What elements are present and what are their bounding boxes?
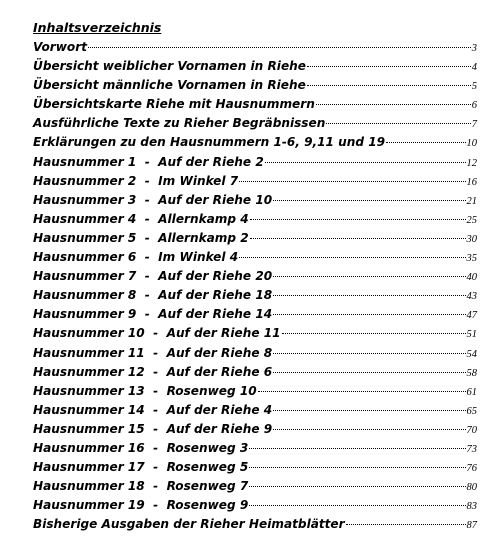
toc-dot-leader [258, 391, 466, 392]
toc-dot-leader [282, 333, 466, 334]
toc-entry-label: Hausnummer 16 - Rosenweg 3 [33, 440, 249, 455]
toc-entry-page-number: 80 [466, 482, 477, 494]
toc-entry-label: Hausnummer 6 - Im Winkel 4 [33, 250, 239, 265]
toc-entry-label: Hausnummer 11 - Auf der Riehe 8 [33, 345, 273, 360]
toc-entry-page-number: 35 [466, 253, 477, 265]
toc-entry-label: Hausnummer 17 - Rosenweg 5 [33, 460, 249, 475]
toc-entry-page-number: 6 [471, 100, 477, 112]
toc-entry-label: Hausnummer 10 - Auf der Riehe 11 [33, 326, 281, 341]
toc-entry [33, 477, 477, 496]
toc-dot-leader [249, 467, 465, 468]
toc-list [33, 38, 477, 534]
toc-entry-page-number: 25 [466, 214, 477, 226]
toc-entry-label: Hausnummer 14 - Auf der Riehe 4 [33, 402, 273, 417]
toc-entry-label: Hausnummer 7 - Auf der Riehe 20 [33, 269, 273, 284]
toc-dot-leader [326, 123, 470, 124]
toc-entry-label: Hausnummer 3 - Auf der Riehe 10 [33, 192, 273, 207]
toc-entry-page-number: 76 [466, 463, 477, 475]
toc-entry [33, 172, 477, 191]
toc-entry [33, 267, 477, 286]
toc-entry-page-number: 70 [466, 424, 477, 436]
toc-entry-label: Übersicht männliche Vornamen in Riehe [33, 78, 306, 93]
toc-dot-leader [307, 66, 471, 67]
toc-entry-page-number: 7 [471, 119, 477, 131]
toc-entry-label: Hausnummer 9 - Auf der Riehe 14 [33, 307, 273, 322]
toc-entry-page-number: 12 [466, 157, 477, 169]
toc-entry-label: Ausführliche Texte zu Rieher Begräbnissen [33, 116, 326, 131]
toc-entry-page-number: 43 [466, 291, 477, 303]
toc-entry [33, 248, 477, 267]
toc-entry-label: Hausnummer 15 - Auf der Riehe 9 [33, 421, 273, 436]
toc-dot-leader [88, 47, 471, 48]
toc-entry-label: Hausnummer 19 - Rosenweg 9 [33, 498, 249, 513]
toc-dot-leader [249, 505, 465, 506]
toc-entry [33, 57, 477, 76]
toc-dot-leader [386, 142, 465, 143]
toc-dot-leader [273, 276, 465, 277]
toc-entry-label: Hausnummer 4 - Allernkamp 4 [33, 211, 249, 226]
toc-entry [33, 38, 477, 57]
toc-entry [33, 286, 477, 305]
toc-entry-page-number: 73 [466, 443, 477, 455]
toc-entry-page-number: 10 [466, 138, 477, 150]
toc-entry-page-number: 40 [466, 272, 477, 284]
toc-dot-leader [307, 85, 471, 86]
toc-dot-leader [239, 181, 465, 182]
toc-entry [33, 382, 477, 401]
toc-entry [33, 515, 477, 534]
toc-entry-label: Übersicht weiblicher Vornamen in Riehe [33, 59, 306, 74]
toc-entry-label: Vorwort [33, 40, 87, 54]
toc-entry [33, 191, 477, 210]
toc-entry [33, 439, 477, 458]
toc-entry-label: Hausnummer 18 - Rosenweg 7 [33, 479, 249, 494]
toc-dot-leader [249, 448, 465, 449]
toc-entry-label: Hausnummer 1 - Auf der Riehe 2 [33, 154, 264, 169]
toc-entry [33, 229, 477, 248]
toc-dot-leader [273, 353, 465, 354]
toc-entry-page-number: 4 [471, 62, 477, 74]
toc-title: Inhaltsverzeichnis [33, 20, 162, 35]
toc-entry-page-number: 3 [471, 43, 477, 54]
toc-dot-leader [273, 372, 465, 373]
toc-entry [33, 496, 477, 515]
toc-entry [33, 76, 477, 95]
toc-dot-leader [239, 257, 465, 258]
toc-entry-page-number: 51 [466, 329, 477, 341]
toc-dot-leader [250, 238, 466, 239]
toc-entry [33, 114, 477, 133]
toc-entry-label: Übersichtskarte Riehe mit Hausnummern [33, 97, 315, 112]
toc-entry [33, 458, 477, 477]
toc-entry-page-number: 54 [466, 348, 477, 360]
toc-entry [33, 95, 477, 114]
toc-dot-leader [273, 295, 465, 296]
toc-entry [33, 324, 477, 343]
toc-entry-page-number: 87 [466, 520, 477, 532]
toc-entry [33, 401, 477, 420]
toc-entry-label: Hausnummer 2 - Im Winkel 7 [33, 173, 239, 188]
toc-entry-label: Hausnummer 5 - Allernkamp 2 [33, 230, 249, 245]
toc-entry [33, 305, 477, 324]
toc-entry-page-number: 58 [466, 367, 477, 379]
toc-dot-leader [346, 524, 466, 525]
toc-dot-leader [273, 410, 465, 411]
toc-entry-label: Hausnummer 8 - Auf der Riehe 18 [33, 288, 273, 303]
toc-entry-label: Erklärungen zu den Hausnummern 1-6, 9,11 und 19 [33, 135, 386, 150]
toc-entry-page-number: 21 [466, 195, 477, 207]
toc-entry [33, 153, 477, 172]
toc-dot-leader [273, 429, 465, 430]
document-page [33, 17, 477, 534]
toc-entry-page-number: 47 [466, 310, 477, 322]
toc-entry-page-number: 30 [466, 233, 477, 245]
toc-entry-page-number: 5 [471, 81, 477, 93]
toc-dot-leader [273, 314, 465, 315]
toc-entry-page-number: 65 [466, 405, 477, 417]
toc-entry [33, 420, 477, 439]
toc-entry-page-number: 61 [466, 386, 477, 398]
toc-dot-leader [273, 200, 465, 201]
toc-entry-page-number: 16 [466, 176, 477, 188]
toc-entry-label: Bisherige Ausgaben der Rieher Heimatblätter [33, 517, 345, 532]
toc-entry-label: Hausnummer 12 - Auf der Riehe 6 [33, 364, 273, 379]
toc-dot-leader [316, 104, 471, 105]
toc-entry [33, 344, 477, 363]
toc-dot-leader [265, 162, 466, 163]
toc-entry [33, 363, 477, 382]
toc-dot-leader [249, 486, 465, 487]
toc-entry [33, 133, 477, 152]
toc-entry-page-number: 83 [466, 501, 477, 513]
toc-dot-leader [250, 219, 466, 220]
toc-entry [33, 210, 477, 229]
toc-entry-label: Hausnummer 13 - Rosenweg 10 [33, 383, 257, 398]
